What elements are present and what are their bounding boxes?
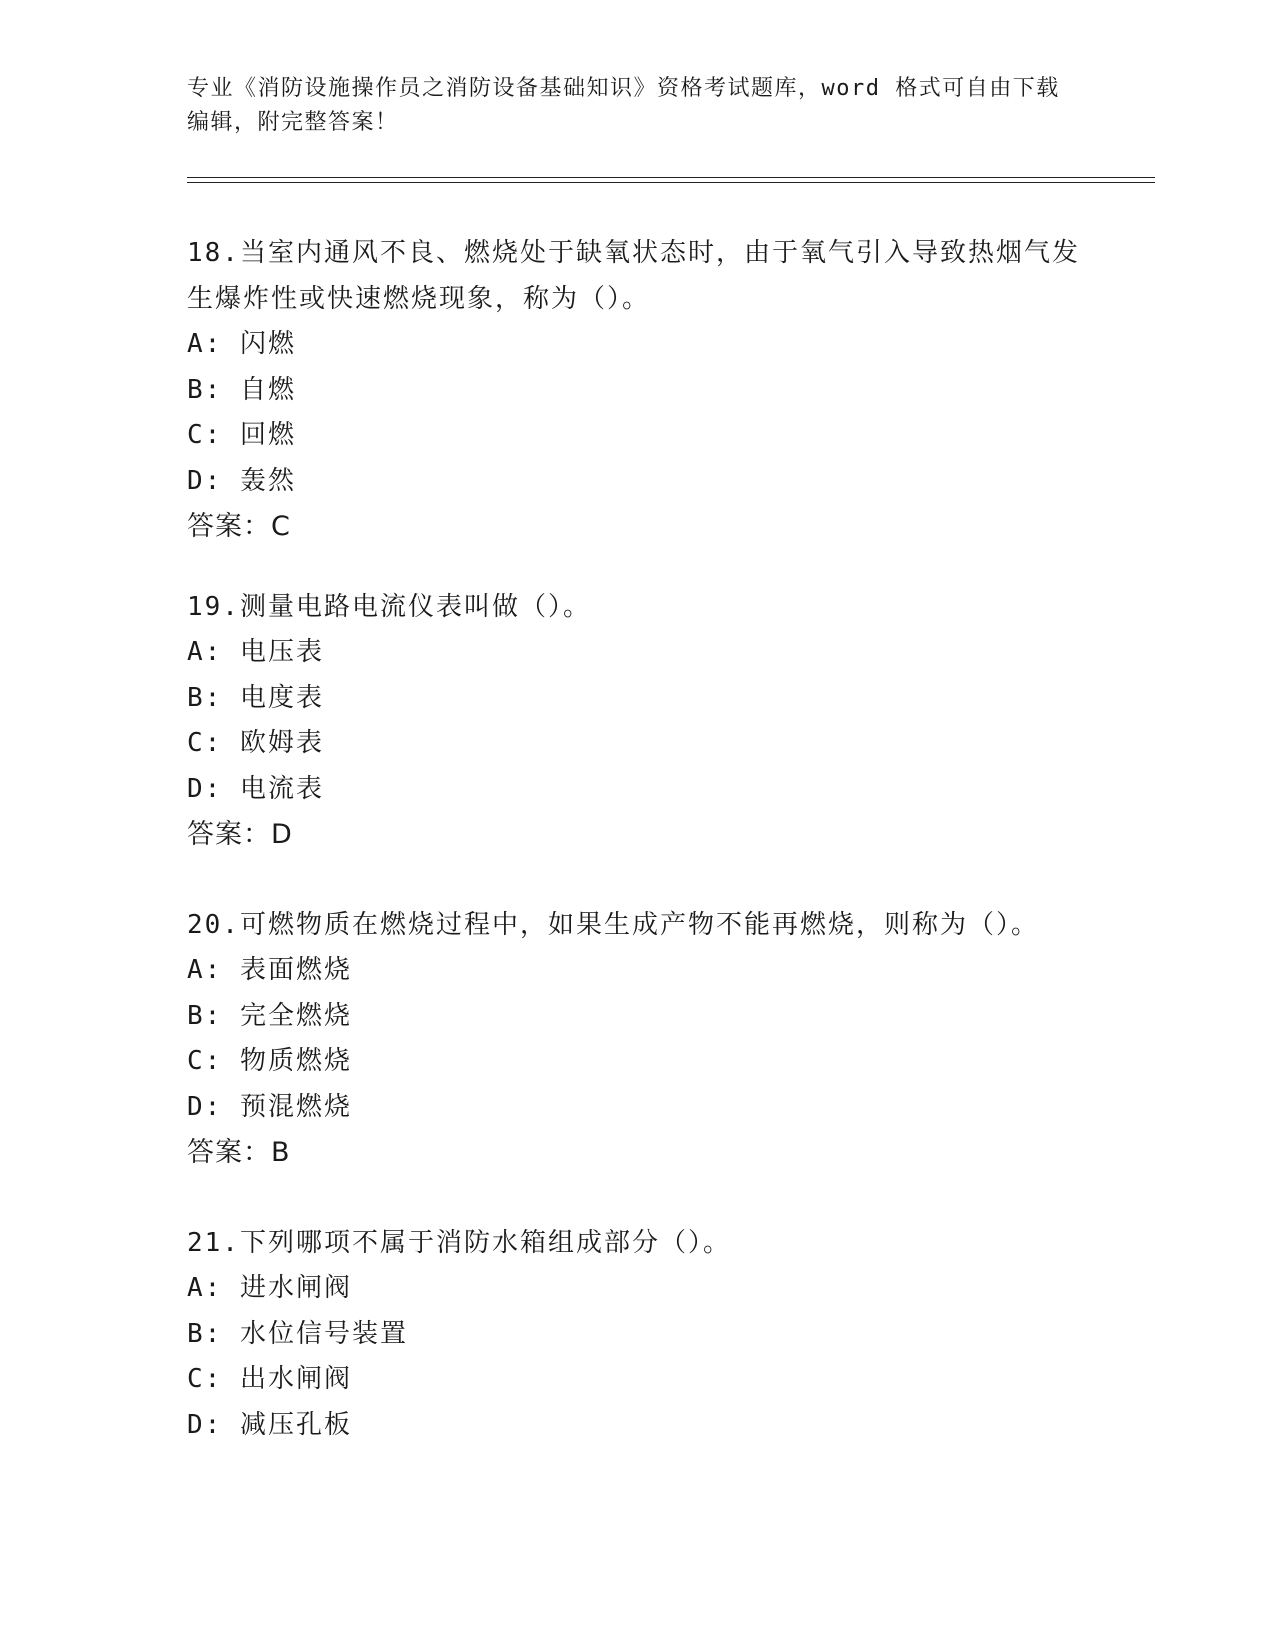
option-b: B: 电度表 (187, 682, 324, 713)
option-a: A: 进水闸阀 (187, 1273, 352, 1303)
answer-label: 答案：C (187, 511, 291, 542)
option-a: A: 闪燃 (187, 329, 296, 359)
option-b: B: 水位信号装置 (187, 1318, 408, 1349)
question-21 (187, 1220, 1087, 1448)
option-d: D: 预混燃烧 (187, 1091, 352, 1122)
question-18 (187, 230, 1087, 550)
answer-label: 答案：B (187, 1137, 291, 1168)
question-stem: 21.下列哪项不属于消防水箱组成部分（）。 (187, 1228, 731, 1258)
option-b: B: 自燃 (187, 374, 296, 405)
question-stem: 18.当室内通风不良、燃烧处于缺氧状态时，由于氧气引入导致热烟气发生爆炸性或快速燃烧现象，称为（）。 (187, 238, 1080, 314)
document-header: 专业《消防设施操作员之消防设备基础知识》资格考试题库，word 格式可自由下载编辑，附完整答案！ (187, 76, 1060, 135)
question-20 (187, 902, 1087, 1176)
option-a: A: 表面燃烧 (187, 955, 352, 985)
option-d: D: 电流表 (187, 773, 324, 804)
option-b: B: 完全燃烧 (187, 1000, 352, 1031)
option-c: C: 出水闸阀 (187, 1364, 352, 1394)
option-c: C: 回燃 (187, 420, 296, 450)
option-a: A: 电压表 (187, 637, 324, 667)
question-stem: 19.测量电路电流仪表叫做（）。 (187, 592, 591, 622)
answer-label: 答案：D (187, 819, 293, 850)
option-c: C: 欧姆表 (187, 728, 324, 758)
header-divider (187, 177, 1155, 183)
option-d: D: 轰然 (187, 465, 296, 496)
question-stem: 20.可燃物质在燃烧过程中，如果生成产物不能再燃烧，则称为（）。 (187, 910, 1039, 940)
question-19 (187, 584, 1087, 858)
option-c: C: 物质燃烧 (187, 1046, 352, 1076)
option-d: D: 减压孔板 (187, 1409, 352, 1440)
